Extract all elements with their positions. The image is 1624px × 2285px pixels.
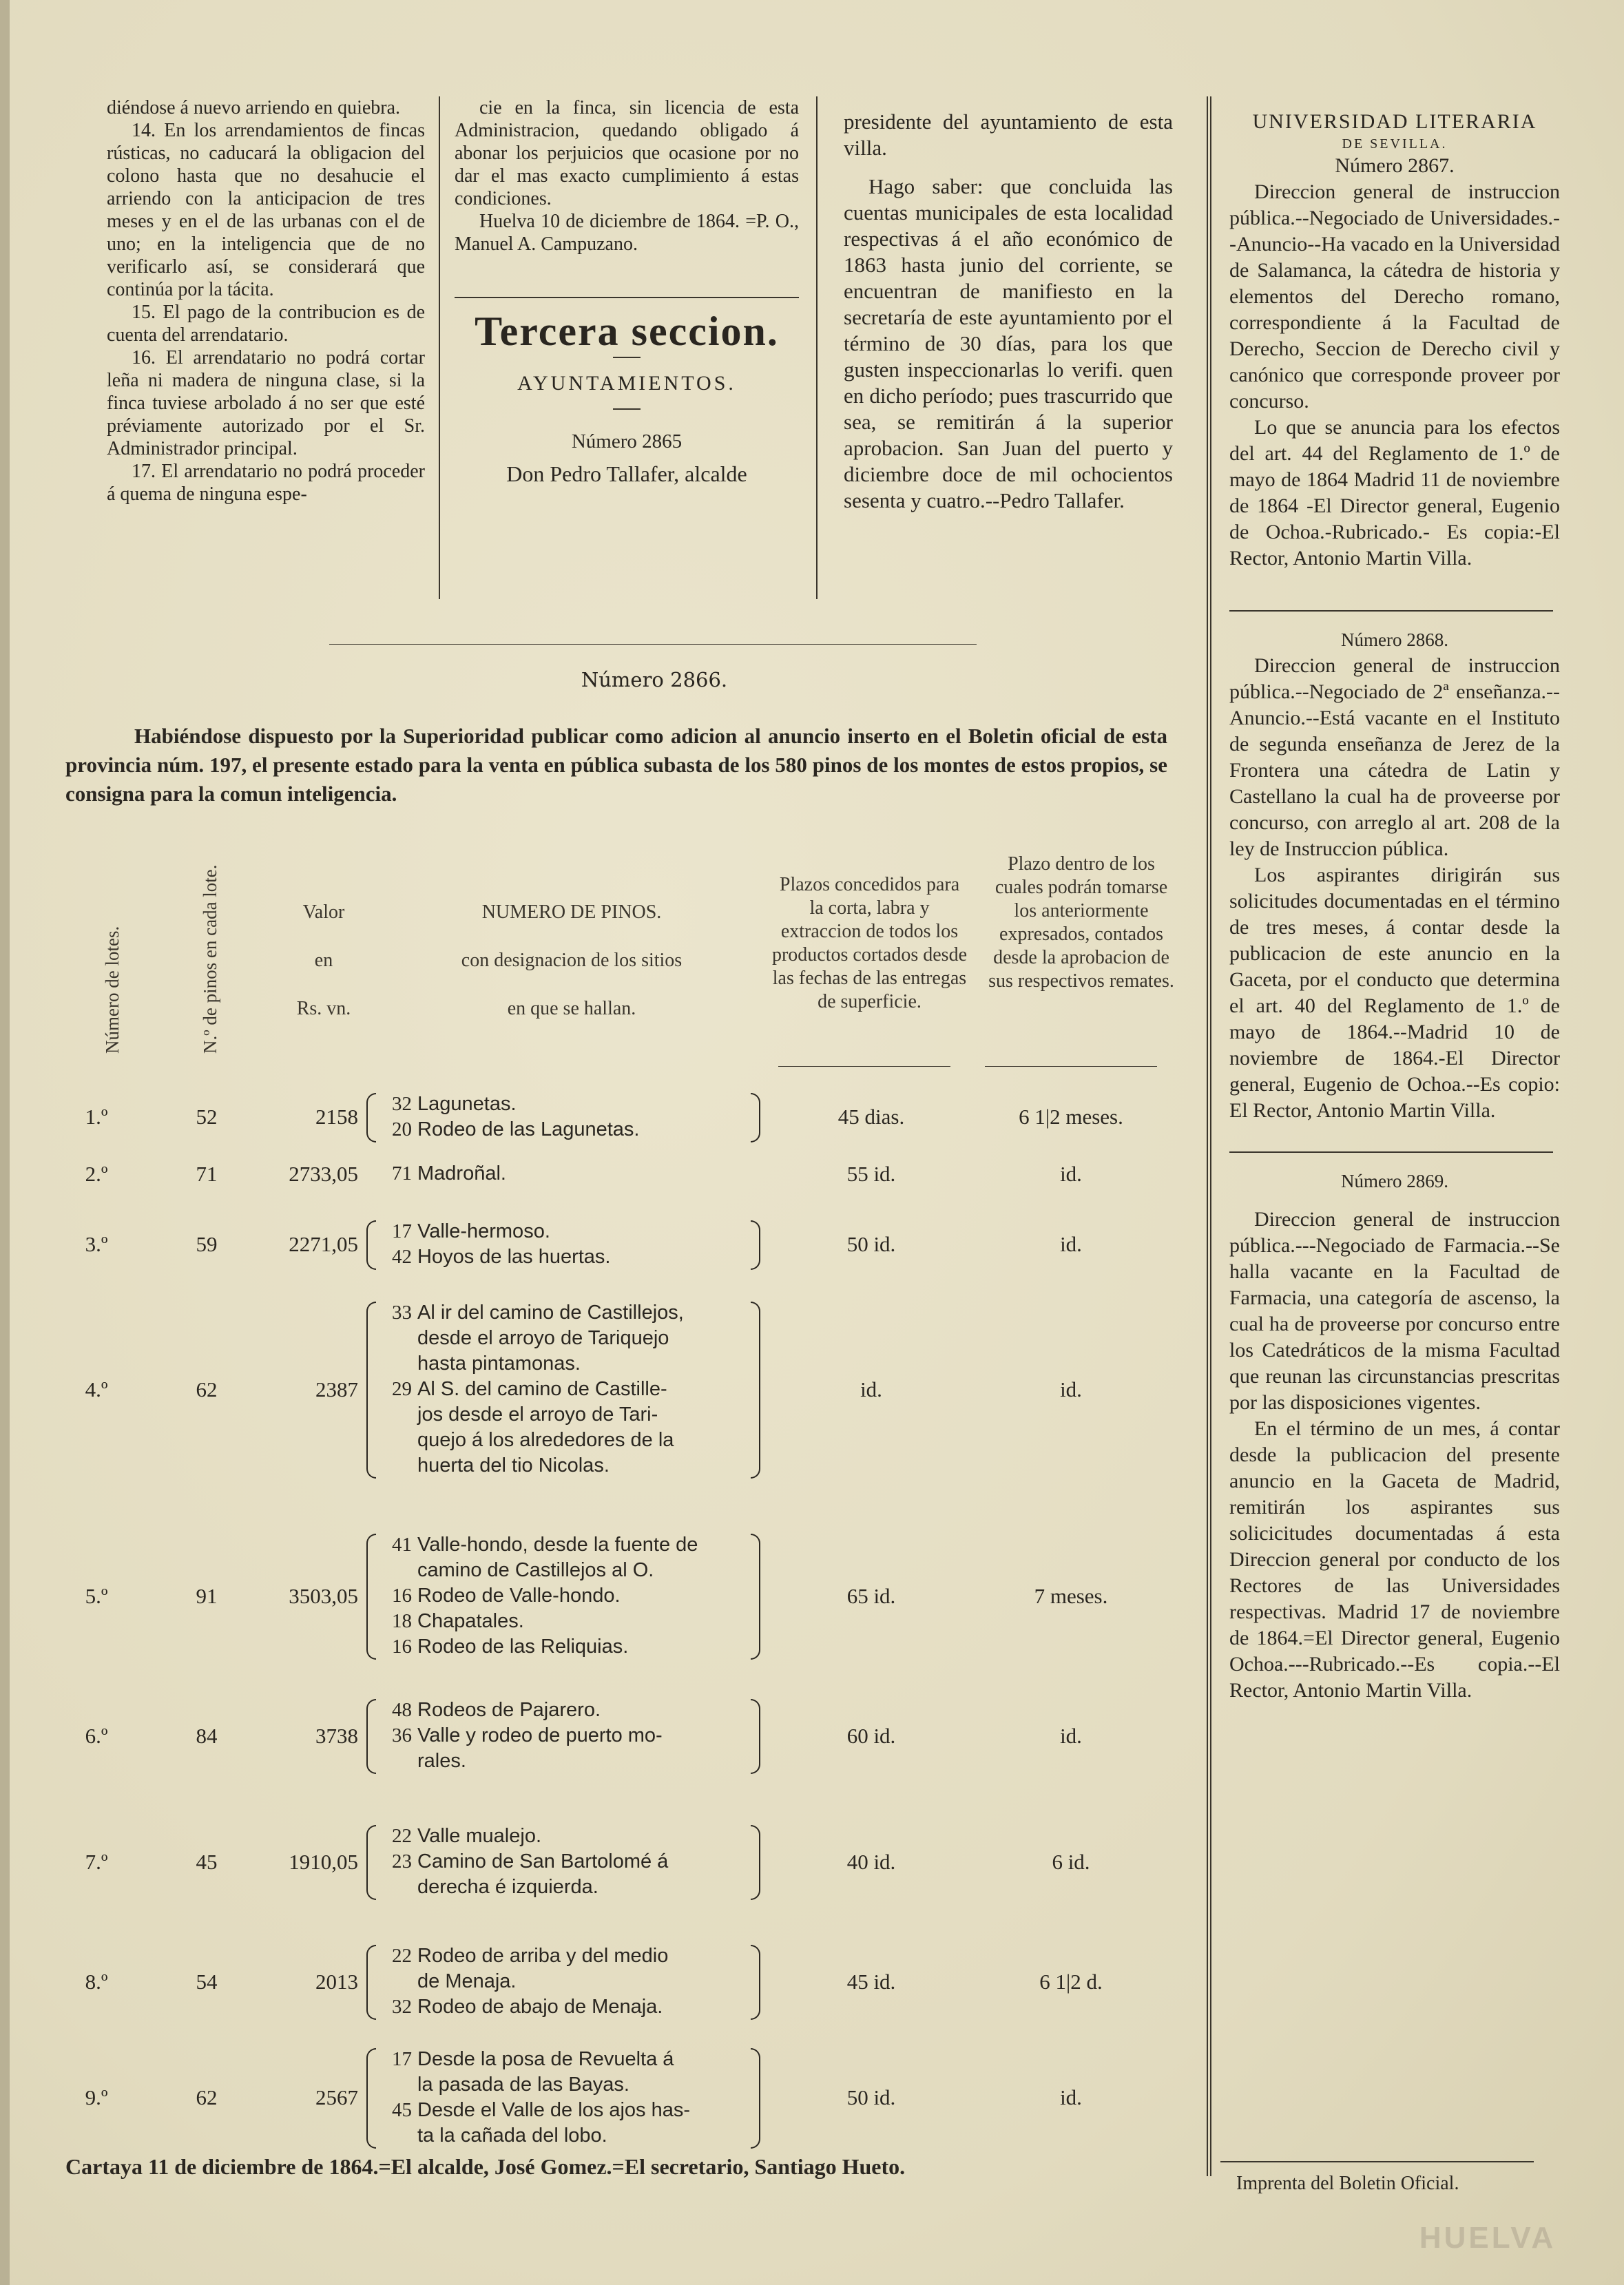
removal-period: 6 id. bbox=[1052, 1849, 1090, 1874]
site-name: Rodeos de Pajarero. bbox=[417, 1699, 601, 1721]
site-line: ta la cañada del lobo. bbox=[417, 2125, 607, 2147]
site-line bbox=[379, 1532, 754, 1558]
lot-number: 4.º bbox=[85, 1377, 108, 1401]
site-line bbox=[379, 1609, 754, 1634]
lot-number: 8.º bbox=[85, 1969, 108, 1994]
university-subheader: DE SEVILLA. bbox=[1342, 136, 1448, 152]
site-pine-count: 22 bbox=[392, 1825, 412, 1847]
col1-article-17: 17. El arrendatario no podrá proceder á quema de ninguna espe- bbox=[107, 461, 425, 505]
lot-value: 2567 bbox=[315, 2085, 358, 2109]
notice-2868-p1: Direccion general de instruccion pública.--Negociado de 2ª enseñanza.--Anuncio.--Está vacante en el Instituto de segunda enseñanza de Jerez de la Frontera una cátedra de Latin y Castellano la cual ha de proveerse por concurso, con arreglo al art. 208 de la ley de Instruccion pública. bbox=[1229, 654, 1560, 860]
lot-number: 7.º bbox=[85, 1849, 108, 1874]
notice-2866-signature: Cartaya 11 de diciembre de 1864.=El alcalde, José Gomez.=El secretario, Santiago Hueto. bbox=[65, 2154, 906, 2179]
notice-number-2869: Número 2869. bbox=[1341, 1171, 1448, 1191]
col3-paragraph-2: Hago saber: que concluida las cuentas municipales de esta localidad respectivas á el año económico de 1863 hasta junio del corriente, se encuentran de manifiesto en la secretaría de este ayuntamiento por el término de 30 días, para los que gusten inspeccionarlas lo verifi. quen en dicho período; pues trascurrido que sea, se remitirán á la superior aprobacion. San Juan del puerto y diciembre doce de mil ochocientos sesenta y cuatro.--Pedro Tallafer. bbox=[844, 174, 1173, 512]
col1-article-14: 14. En los arrendamientos de fincas rústicas, no caducará la obligacion del colono hasta que no desahucie el arriendo con la anticipacion de tres meses y en el de las urbanas con el de uno; en la inteligencia que de no verificarlo así, se considerará que continúa por la tácita. bbox=[107, 120, 425, 300]
notice-2866-text: Habiéndose dispuesto por la Superioridad publicar como adicion al anuncio inserto en el Boletin oficial de esta provincia núm. 197, el presente estado para la venta en pública subasta de los 580 pinos de los montes de estos propios, se consigna para la comun inteligencia. bbox=[65, 724, 1167, 806]
lot-sites bbox=[379, 1161, 754, 1187]
subtitle-dash bbox=[613, 408, 641, 410]
lot-value: 3738 bbox=[315, 1723, 358, 1748]
site-line bbox=[379, 1244, 754, 1270]
site-line: la pasada de las Bayas. bbox=[417, 2074, 629, 2096]
university-header: UNIVERSIDAD LITERARIA bbox=[1252, 110, 1537, 133]
notice-2866-rule bbox=[329, 644, 977, 645]
column-rule-1 bbox=[439, 96, 440, 599]
header-sitios-2: con designacion de los sitios bbox=[461, 950, 683, 971]
site-name: Al ir del camino de Castillejos, bbox=[417, 1302, 684, 1324]
pine-count: 52 bbox=[196, 1105, 218, 1129]
site-name: Camino de San Bartolomé á bbox=[417, 1850, 669, 1872]
site-name: Valle-hondo, desde la fuente de bbox=[417, 1534, 698, 1556]
lot-value: 2271,05 bbox=[289, 1232, 358, 1256]
lot-sites bbox=[379, 1532, 754, 1660]
section-subtitle: AYUNTAMIENTOS. bbox=[517, 372, 736, 395]
site-line: hasta pintamonas. bbox=[417, 1353, 581, 1375]
site-name: Lagunetas. bbox=[417, 1093, 517, 1115]
site-name: Hoyos de las huertas. bbox=[417, 1246, 611, 1268]
column-4 bbox=[1229, 109, 1560, 1704]
col1-article-15: 15. El pago de la contribucion es de cuenta del arrendatario. bbox=[107, 302, 425, 346]
lot-sites bbox=[379, 1092, 754, 1142]
site-line bbox=[379, 1117, 754, 1142]
header-sitios-1: NUMERO DE PINOS. bbox=[481, 901, 662, 923]
pine-count: 62 bbox=[196, 2085, 218, 2109]
left-brace bbox=[366, 1825, 376, 1900]
site-name: Valle y rodeo de puerto mo- bbox=[417, 1724, 663, 1746]
lot-number: 5.º bbox=[85, 1583, 108, 1608]
site-pine-count: 32 bbox=[392, 1996, 412, 2018]
left-brace bbox=[366, 1945, 376, 2020]
right-brace bbox=[751, 1534, 760, 1660]
site-line bbox=[379, 1824, 754, 1849]
col2-signature: Huelva 10 de diciembre de 1864. =P. O., Manuel A. Campuzano. bbox=[455, 211, 799, 255]
removal-period: id. bbox=[1060, 1723, 1082, 1748]
column-3 bbox=[844, 109, 1173, 514]
site-name: Rodeo de las Lagunetas. bbox=[417, 1118, 640, 1140]
header-sitios-3: en que se hallan. bbox=[507, 998, 636, 1019]
pine-count: 91 bbox=[196, 1583, 218, 1608]
lot-sites bbox=[379, 1943, 754, 2020]
lot-sites bbox=[379, 1824, 754, 1900]
extraction-period: 50 id. bbox=[846, 2085, 896, 2109]
notice-2869-p2: En el término de un mes, á contar desde la publicacion del presente anuncio en la Gaceta de Madrid, remitirán los aspirantes sus solicicitudes documentadas á esta Direccion general por conducto de los Rectores de las Universidades respectivas. Madrid 17 de noviembre de 1864.=El Director general, Eugenio Ochoa.---Rubricado.--Es copia.--El Rector, Antonio Martin Villa. bbox=[1229, 1417, 1560, 1702]
header-rule-remate bbox=[985, 1066, 1157, 1067]
extraction-period: 60 id. bbox=[846, 1723, 896, 1748]
lot-number: 2.º bbox=[85, 1161, 108, 1186]
site-name: Rodeo de arriba y del medio bbox=[417, 1945, 669, 1967]
site-line: de Menaja. bbox=[417, 1970, 517, 1992]
lot-value: 2733,05 bbox=[289, 1161, 358, 1186]
site-line bbox=[379, 1634, 754, 1660]
col3-paragraph-1: presidente del ayuntamiento de esta villa. bbox=[844, 109, 1173, 160]
col4-rule-2 bbox=[1229, 1151, 1553, 1153]
header-valor bbox=[272, 888, 375, 1033]
site-pine-count: 42 bbox=[392, 1246, 412, 1268]
pine-count: 54 bbox=[196, 1969, 218, 1994]
site-line: huerta del tio Nicolas. bbox=[417, 1454, 610, 1477]
site-pine-count: 41 bbox=[392, 1534, 412, 1556]
notice-2867-p1: Direccion general de instruccion pública.--Negociado de Universidades.--Anuncio--Ha vacado en la Universidad de Salamanca, la cátedra de historia y elementos del Derecho romano, correspondiente á la Facultad de Derecho, Seccion de Derecho civil y canónico que corresponde proveer por concurso. bbox=[1229, 180, 1560, 413]
left-brace bbox=[366, 1302, 376, 1479]
lot-sites bbox=[379, 1219, 754, 1270]
site-pine-count: 71 bbox=[392, 1162, 412, 1185]
header-plazos: Plazos concedidos para la corta, labra y extraccion de todos los productos cortados desde las fechas de las entregas de superficie. bbox=[771, 874, 968, 1012]
site-name: Valle-hermoso. bbox=[417, 1220, 550, 1242]
site-line bbox=[379, 1943, 754, 1969]
right-brace bbox=[751, 1699, 760, 1774]
watermark-stamp: HUELVA bbox=[1419, 2221, 1557, 2255]
site-pine-count: 36 bbox=[392, 1724, 412, 1746]
site-line bbox=[379, 1377, 754, 1402]
header-valor-1: Valor bbox=[302, 901, 345, 923]
notice-number-2868: Número 2868. bbox=[1341, 629, 1448, 650]
extraction-period: 45 id. bbox=[846, 1969, 896, 1994]
site-pine-count: 17 bbox=[392, 2048, 412, 2070]
right-brace bbox=[751, 1220, 760, 1270]
site-line bbox=[379, 1583, 754, 1609]
column-rule-3b bbox=[1210, 96, 1211, 2176]
lot-value: 2158 bbox=[315, 1105, 358, 1129]
site-line bbox=[379, 1161, 754, 1187]
notice-2869-p1: Direccion general de instruccion pública.---Negociado de Farmacia.--Se halla vacante en la Facultad de Farmacia, una categoría de ascenso, la cual ha de proveerse por concurso entre los Catedráticos de la misma Facultad que reunan las circunstancias prescritas por las disposiciones vigentes. bbox=[1229, 1208, 1560, 1414]
pine-count: 59 bbox=[196, 1232, 218, 1256]
site-line bbox=[379, 1698, 754, 1723]
removal-period: 7 meses. bbox=[1034, 1583, 1108, 1608]
notice-number-2867: Número 2867. bbox=[1335, 154, 1455, 177]
site-pine-count: 48 bbox=[392, 1699, 412, 1721]
lot-sites bbox=[379, 2047, 754, 2149]
column-1 bbox=[107, 96, 425, 505]
left-brace bbox=[366, 2048, 376, 2149]
site-pine-count: 32 bbox=[392, 1093, 412, 1115]
site-line bbox=[379, 1219, 754, 1244]
site-line bbox=[379, 2047, 754, 2072]
lot-number: 6.º bbox=[85, 1723, 108, 1748]
notice-2868-p2: Los aspirantes dirigirán sus solicitudes documentadas en el término de tres meses, á contar desde la publicacion de este anuncio en la Gaceta, por el conducto que determina el art. 40 del Reglamento de 1.º de mayo de 1864.--Madrid 10 de noviembre de 1864.-El Director general, Eugenio de Ochoa.--Es copio: El Rector, Antonio Martin Villa. bbox=[1229, 864, 1560, 1122]
extraction-period: id. bbox=[860, 1377, 882, 1401]
site-name: Madroñal. bbox=[417, 1162, 506, 1185]
extraction-period: 55 id. bbox=[846, 1161, 896, 1186]
removal-period: 6 1|2 d. bbox=[1039, 1969, 1103, 1994]
site-line bbox=[379, 1300, 754, 1326]
right-brace bbox=[751, 1945, 760, 2020]
lot-value: 2387 bbox=[315, 1377, 358, 1401]
site-pine-count: 45 bbox=[392, 2099, 412, 2121]
header-sitios bbox=[413, 888, 730, 1033]
left-brace bbox=[366, 1093, 376, 1142]
site-name: Valle mualejo. bbox=[417, 1825, 542, 1847]
pine-count: 84 bbox=[196, 1723, 218, 1748]
col2-paragraph-1: cie en la finca, sin licencia de esta Administracion, quedando obligado á abonar los perjuicios que ocasione por no dar el mas exacto cumplimiento á estas condiciones. bbox=[455, 97, 799, 209]
page-edge bbox=[0, 0, 10, 2285]
header-rule-plazos bbox=[778, 1066, 950, 1067]
removal-period: id. bbox=[1060, 1161, 1082, 1186]
site-pine-count: 33 bbox=[392, 1302, 412, 1324]
col1-paragraph-1: diéndose á nuevo arriendo en quiebra. bbox=[107, 97, 401, 118]
notice-2866-intro bbox=[65, 722, 1167, 808]
extraction-period: 45 dias. bbox=[837, 1105, 905, 1129]
site-line bbox=[379, 1092, 754, 1117]
header-valor-3: Rs. vn. bbox=[296, 998, 351, 1019]
site-pine-count: 20 bbox=[392, 1118, 412, 1140]
lot-value: 1910,05 bbox=[289, 1849, 358, 1874]
site-line: camino de Castillejos al O. bbox=[417, 1559, 654, 1581]
col2-paragraph-3: Don Pedro Tallafer, alcalde bbox=[506, 461, 747, 486]
lot-number: 1.º bbox=[85, 1105, 108, 1129]
site-name: Rodeo de abajo de Menaja. bbox=[417, 1996, 663, 2018]
right-brace bbox=[751, 1093, 760, 1142]
site-pine-count: 18 bbox=[392, 1610, 412, 1632]
imprenta-rule bbox=[1220, 2161, 1534, 2162]
site-pine-count: 16 bbox=[392, 1585, 412, 1607]
site-line: desde el arroyo de Tariquejo bbox=[417, 1327, 669, 1349]
site-line bbox=[379, 1723, 754, 1749]
left-brace bbox=[366, 1220, 376, 1270]
col1-article-16: 16. El arrendatario no podrá cortar leña ni madera de ninguna clase, si la finca tuviese arbolado á no ser que esté préviamente autorizado por el Sr. Administrador principal. bbox=[107, 347, 425, 459]
pine-count: 45 bbox=[196, 1849, 218, 1874]
removal-period: id. bbox=[1060, 1232, 1082, 1256]
site-pine-count: 17 bbox=[392, 1220, 412, 1242]
site-line: rales. bbox=[417, 1750, 466, 1772]
lot-sites bbox=[379, 1300, 754, 1479]
notice-number-2865: Número 2865 bbox=[571, 430, 683, 452]
left-brace bbox=[366, 1534, 376, 1660]
column-rule-3 bbox=[1207, 96, 1208, 2176]
site-pine-count: 23 bbox=[392, 1850, 412, 1872]
right-brace bbox=[751, 1825, 760, 1900]
right-brace bbox=[751, 2048, 760, 2149]
imprenta-note: Imprenta del Boletin Oficial. bbox=[1236, 2173, 1459, 2194]
site-name: Desde la posa de Revuelta á bbox=[417, 2048, 674, 2070]
site-name: Al S. del camino de Castille- bbox=[417, 1378, 667, 1400]
site-line: derecha é izquierda. bbox=[417, 1876, 598, 1898]
site-line bbox=[379, 2098, 754, 2123]
removal-period: id. bbox=[1060, 2085, 1082, 2109]
notice-2867-p2: Lo que se anuncia para los efectos del art. 44 del Reglamento de 1.º de mayo de 1864 Madrid 11 de noviembre de 1864 -El Director general, Eugenio de Ochoa.-Rubricado.- Es copia:-El Rector, Antonio Martin Villa. bbox=[1229, 416, 1560, 570]
pine-count: 62 bbox=[196, 1377, 218, 1401]
site-line bbox=[379, 1849, 754, 1875]
notice-number-2866: Número 2866. bbox=[581, 668, 728, 691]
lot-sites bbox=[379, 1698, 754, 1774]
section-title: Tercera seccion. bbox=[475, 309, 779, 354]
site-line bbox=[379, 1994, 754, 2020]
site-line: jos desde el arroyo de Tari- bbox=[417, 1404, 658, 1426]
header-remate: Plazo dentro de los cuales podrán tomarse los anteriormente expresados, contados desde la aprobacion de sus respectivos remates. bbox=[988, 853, 1174, 992]
header-lotes: Número de lotes. bbox=[102, 926, 123, 1054]
site-pine-count: 22 bbox=[392, 1945, 412, 1967]
site-name: Rodeo de las Reliquias. bbox=[417, 1636, 629, 1658]
section-rule bbox=[455, 297, 799, 298]
column-2 bbox=[455, 96, 799, 486]
left-brace bbox=[366, 1699, 376, 1774]
lot-value: 3503,05 bbox=[289, 1583, 358, 1608]
header-pinos: N.º de pinos en cada lote. bbox=[200, 864, 220, 1054]
column-rule-2 bbox=[816, 96, 818, 599]
site-name: Chapatales. bbox=[417, 1610, 524, 1632]
extraction-period: 40 id. bbox=[846, 1849, 896, 1874]
site-name: Desde el Valle de los ajos has- bbox=[417, 2099, 691, 2121]
extraction-period: 65 id. bbox=[846, 1583, 896, 1608]
title-dash bbox=[613, 357, 641, 358]
right-brace bbox=[751, 1302, 760, 1479]
lot-value: 2013 bbox=[315, 1969, 358, 1994]
removal-period: id. bbox=[1060, 1377, 1082, 1401]
site-name: Rodeo de Valle-hondo. bbox=[417, 1585, 621, 1607]
header-valor-2: en bbox=[314, 950, 333, 971]
extraction-period: 50 id. bbox=[846, 1232, 896, 1256]
col4-rule-1 bbox=[1229, 610, 1553, 612]
lot-number: 9.º bbox=[85, 2085, 108, 2109]
site-line: quejo á los alrededores de la bbox=[417, 1429, 674, 1451]
lot-number: 3.º bbox=[85, 1232, 108, 1256]
site-pine-count: 16 bbox=[392, 1636, 412, 1658]
pine-count: 71 bbox=[196, 1161, 218, 1186]
removal-period: 6 1|2 meses. bbox=[1019, 1105, 1123, 1129]
site-pine-count: 29 bbox=[392, 1378, 412, 1400]
